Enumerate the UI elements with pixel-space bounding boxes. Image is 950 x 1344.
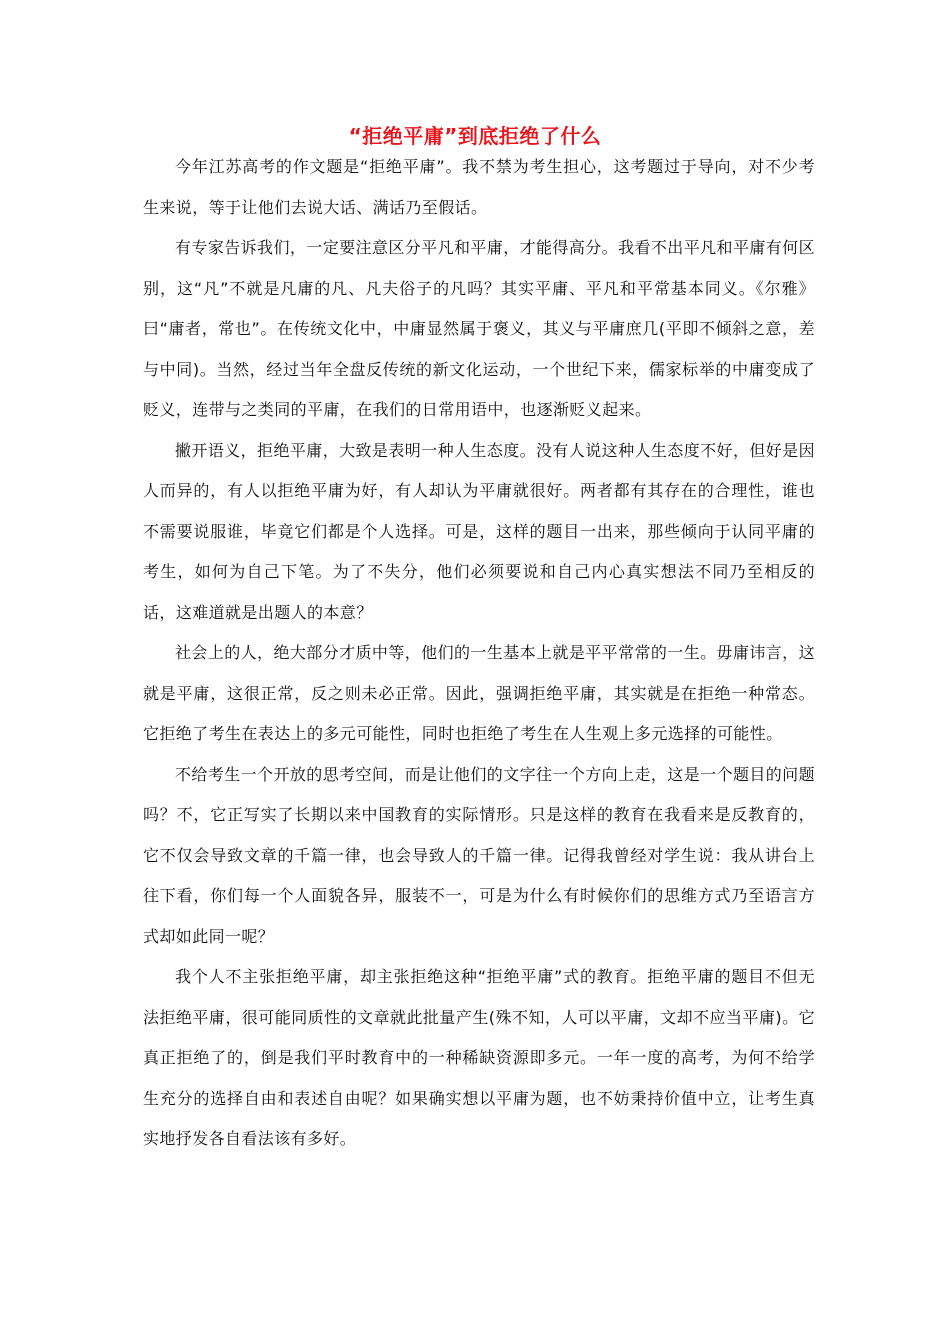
paragraph-2: 有专家告诉我们，一定要注意区分平凡和平庸，才能得高分。我看不出平凡和平庸有何区别，这“凡”不就是凡庸的凡、凡夫俗子的凡吗？其实平庸、平凡和平常基本同义。《尔雅》曰“庸者，常也”。在传统文化中，中庸显然属于褒义，其义与平庸庶几(平即不倾斜之意，差与中同)。当然，经过当年全盘反传统的新文化运动，一个世纪下来，儒家标举的中庸变成了贬义，连带与之类同的平庸，在我们的日常用语中，也逐渐贬义起来。 (143, 238, 815, 419)
paragraph-6: 我个人不主张拒绝平庸，却主张拒绝这种“拒绝平庸”式的教育。拒绝平庸的题目不但无法拒绝平庸，很可能同质性的文章就此批量产生(殊不知，人可以平庸，文却不应当平庸)。它真正拒绝了的，倒是我们平时教育中的一种稀缺资源即多元。一年一度的高考，为何不给学生充分的选择自由和表述自由呢？如果确实想以平庸为题，也不妨秉持价值中立，让考生真实地抒发各自看法该有多好。 (143, 967, 815, 1148)
paragraph-3: 撇开语义，拒绝平庸，大致是表明一种人生态度。没有人说这种人生态度不好，但好是因人而异的，有人以拒绝平庸为好，有人却认为平庸就很好。两者都有其存在的合理性，谁也不需要说服谁，毕竟它们都是个人选择。可是，这样的题目一出来，那些倾向于认同平庸的考生，如何为自己下笔。为了不失分，他们必须要说和自己内心真实想法不同乃至相反的话，这难道就是出题人的本意？ (143, 440, 815, 622)
article-body (143, 147, 815, 1160)
paragraph-1: 今年江苏高考的作文题是“拒绝平庸”。我不禁为考生担心，这考题过于导向，对不少考生来说，等于让他们去说大话、满话乃至假话。 (143, 157, 815, 217)
paragraph-5: 不给考生一个开放的思考空间，而是让他们的文字往一个方向上走，这是一个题目的问题吗？不，它正写实了长期以来中国教育的实际情形。只是这样的教育在我看来是反教育的，它不仅会导致文章的千篇一律，也会导致人的千篇一律。记得我曾经对学生说：我从讲台上往下看，你们每一个人面貌各异，服装不一，可是为什么有时候你们的思维方式乃至语言方式却如此同一呢？ (143, 764, 815, 946)
paragraph-4: 社会上的人，绝大部分才质中等，他们的一生基本上就是平平常常的一生。毋庸讳言，这就是平庸，这很正常，反之则未必正常。因此，强调拒绝平庸，其实就是在拒绝一种常态。它拒绝了考生在表达上的多元可能性，同时也拒绝了考生在人生观上多元选择的可能性。 (143, 643, 815, 743)
article-title: “拒绝平庸”到底拒绝了什么 (348, 124, 602, 148)
